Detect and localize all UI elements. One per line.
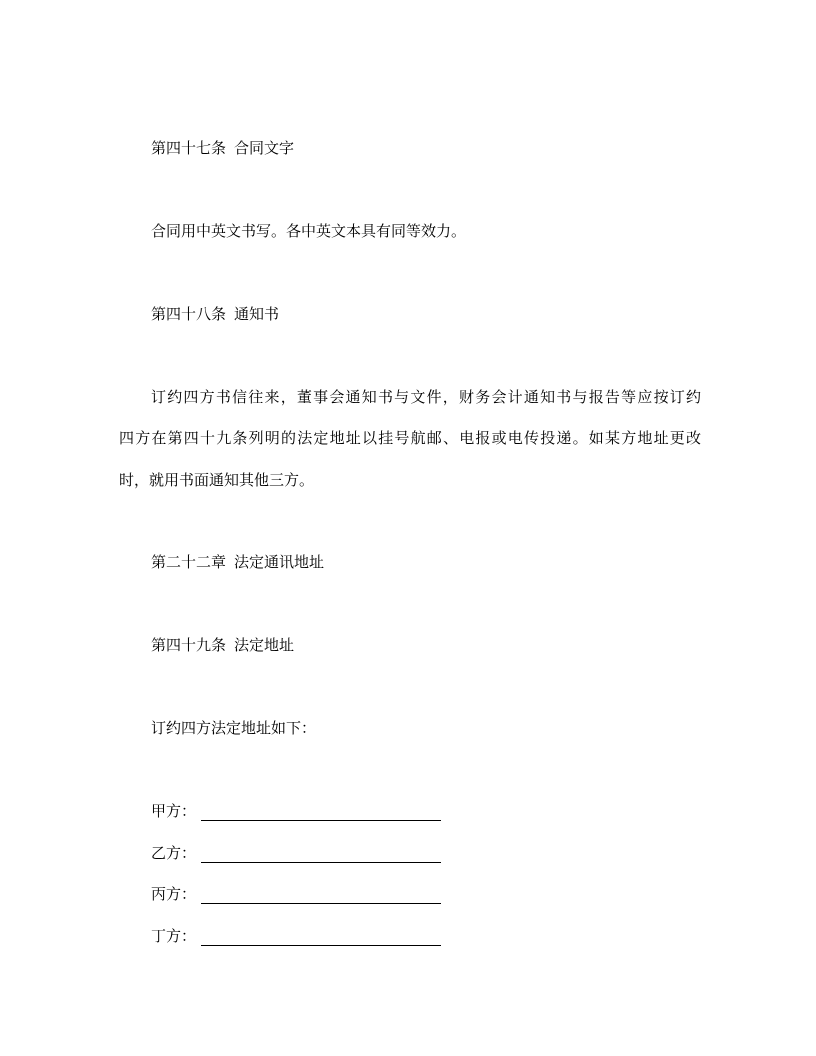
article-48-body-line-1: 订约四方书信往来，董事会通知书与文件，财务会计通知书与报告等应按订约 <box>151 388 701 406</box>
article-49-body: 订约四方法定地址如下： <box>151 719 317 737</box>
chapter-22-number: 第二十二章 <box>151 553 227 571</box>
party-c-label: 丙方： <box>151 885 197 903</box>
party-d-blank-line[interactable] <box>201 945 441 946</box>
article-48-heading <box>151 304 279 324</box>
chapter-22-title: 法定通讯地址 <box>234 553 325 571</box>
article-47-body: 合同用中英文书写。各中英文本具有同等效力。 <box>151 222 467 240</box>
article-47-title: 合同文字 <box>234 139 295 157</box>
article-49-heading <box>151 635 294 655</box>
article-49-number: 第四十九条 <box>151 636 227 654</box>
article-49-title: 法定地址 <box>234 636 295 654</box>
article-48-body-line-2: 四方在第四十九条列明的法定地址以挂号航邮、电报或电传投递。如某方地址更改 <box>119 429 701 447</box>
party-d-label: 丁方： <box>151 927 197 945</box>
article-47-number: 第四十七条 <box>151 139 227 157</box>
party-a-label: 甲方： <box>151 802 197 820</box>
article-48-number: 第四十八条 <box>151 305 227 323</box>
article-48-body-line-3: 时，就用书面通知其他三方。 <box>119 471 315 489</box>
party-a-row <box>151 801 451 825</box>
party-b-label: 乙方： <box>151 844 197 862</box>
chapter-22-heading <box>151 552 324 572</box>
article-47-heading <box>151 138 294 158</box>
party-c-row <box>151 884 451 908</box>
party-b-blank-line[interactable] <box>201 862 441 863</box>
party-c-blank-line[interactable] <box>201 903 441 904</box>
article-48-title: 通知书 <box>234 305 280 323</box>
party-b-row <box>151 843 451 867</box>
party-d-row <box>151 926 451 950</box>
party-a-blank-line[interactable] <box>201 820 441 821</box>
